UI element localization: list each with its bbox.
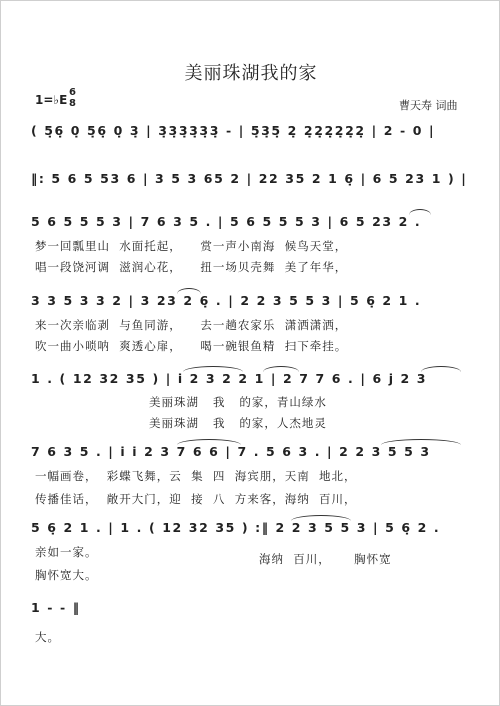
lyrics-row-4-verse-1: 来一次亲临剥 与鱼同游， 去一趟农家乐 潇洒潇洒， [35,318,348,332]
lyrics-row-4-verse-2: 吹一曲小唢呐 爽透心扉， 喝一碗银鱼精 扫下牵挂。 [35,339,348,353]
lyrics-row-3-verse-2: 唱一段饶河调 滋润心花， 扭一场贝壳舞 美了年华， [35,260,348,274]
notation-row-4: 3 3 5 3 3 2 | 3 23 2 6̣ . | 2 2 3 5 5 3 | 5 6̣ 2 1 . [31,293,422,308]
notation-row-2: ‖: 5 6 5 53 6 | 3 5 3 65 2 | 22 35 2 1 6̣ | 6 5 23 1 ) | [31,171,468,186]
lyrics-row-5-verse-1: 美丽珠湖 我 的家，青山绿水 [149,395,327,409]
time-signature [69,87,76,109]
slur-mark [421,366,461,372]
lyrics-row-3-verse-1: 梦一回瓢里山 水面托起， 赏一声小南海 候鸟天堂， [35,239,348,253]
meter-top: 6 [69,87,76,98]
slur-mark [409,209,431,215]
slur-mark [177,288,201,294]
lyrics-row-6-verse-2: 传播佳话， 敞开大门，迎 接 八 方来客，海纳 百川， [35,492,357,506]
notation-row-6: 7 6 3 5 . | i i 2 3 7 6 6 | 7 . 5 6 3 . | 2 2 3 5 5 3 [31,444,431,459]
slur-mark [177,439,241,445]
slur-mark [381,439,461,445]
notation-row-3: 5 6 5 5 5 3 | 7 6 3 5 . | 5 6 5 5 5 3 | 6 5 23 2 . [31,214,422,229]
slur-mark [183,366,243,372]
meter-bottom: 8 [69,98,76,109]
notation-row-5: 1 . ( 12 32 35 ) | i 2 3 2 2 1 | 2 7 7 6 . | 6 j 2 3 [31,371,428,386]
slur-mark [263,366,299,372]
lyrics-row-5-verse-2: 美丽珠湖 我 的家，人杰地灵 [149,416,327,430]
song-title: 美丽珠湖我的家 [184,63,318,84]
lyricist-composer-credit: 曹天寿 词曲 [399,99,458,112]
key-signature: 1=♭E [35,93,68,107]
lyrics-row-7-verse-2: 胸怀宽大。 [35,568,98,582]
notation-row-7: 5 6̣ 2 1 . | 1 . ( 12 32 35 ) :‖ 2 2 3 5 5 3 | 5 6̣ 2 . [31,520,441,535]
lyrics-row-6-verse-1: 一幅画卷， 彩蝶飞舞，云 集 四 海宾朋，天南 地北， [35,469,357,483]
lyrics-row-8: 大。 [35,630,60,644]
notation-row-8: 1 - - ‖ [31,600,81,615]
lyrics-row-7-verse-1: 亲如一家。 [35,545,98,559]
lyrics-row-7-right: 海纳 百川， 胸怀宽 [259,552,392,566]
notation-row-1: ( 5̣6̣ 0̣ 5̣6̣ 0̣ 3̣ | 3̣3̣3̣3̣3̣3̣ - | 5̣3̣5̣ 2̣ 2̣2̣2̣2̣2̣2̣ | 2 - 0 | [31,123,436,138]
slur-mark [291,515,351,521]
